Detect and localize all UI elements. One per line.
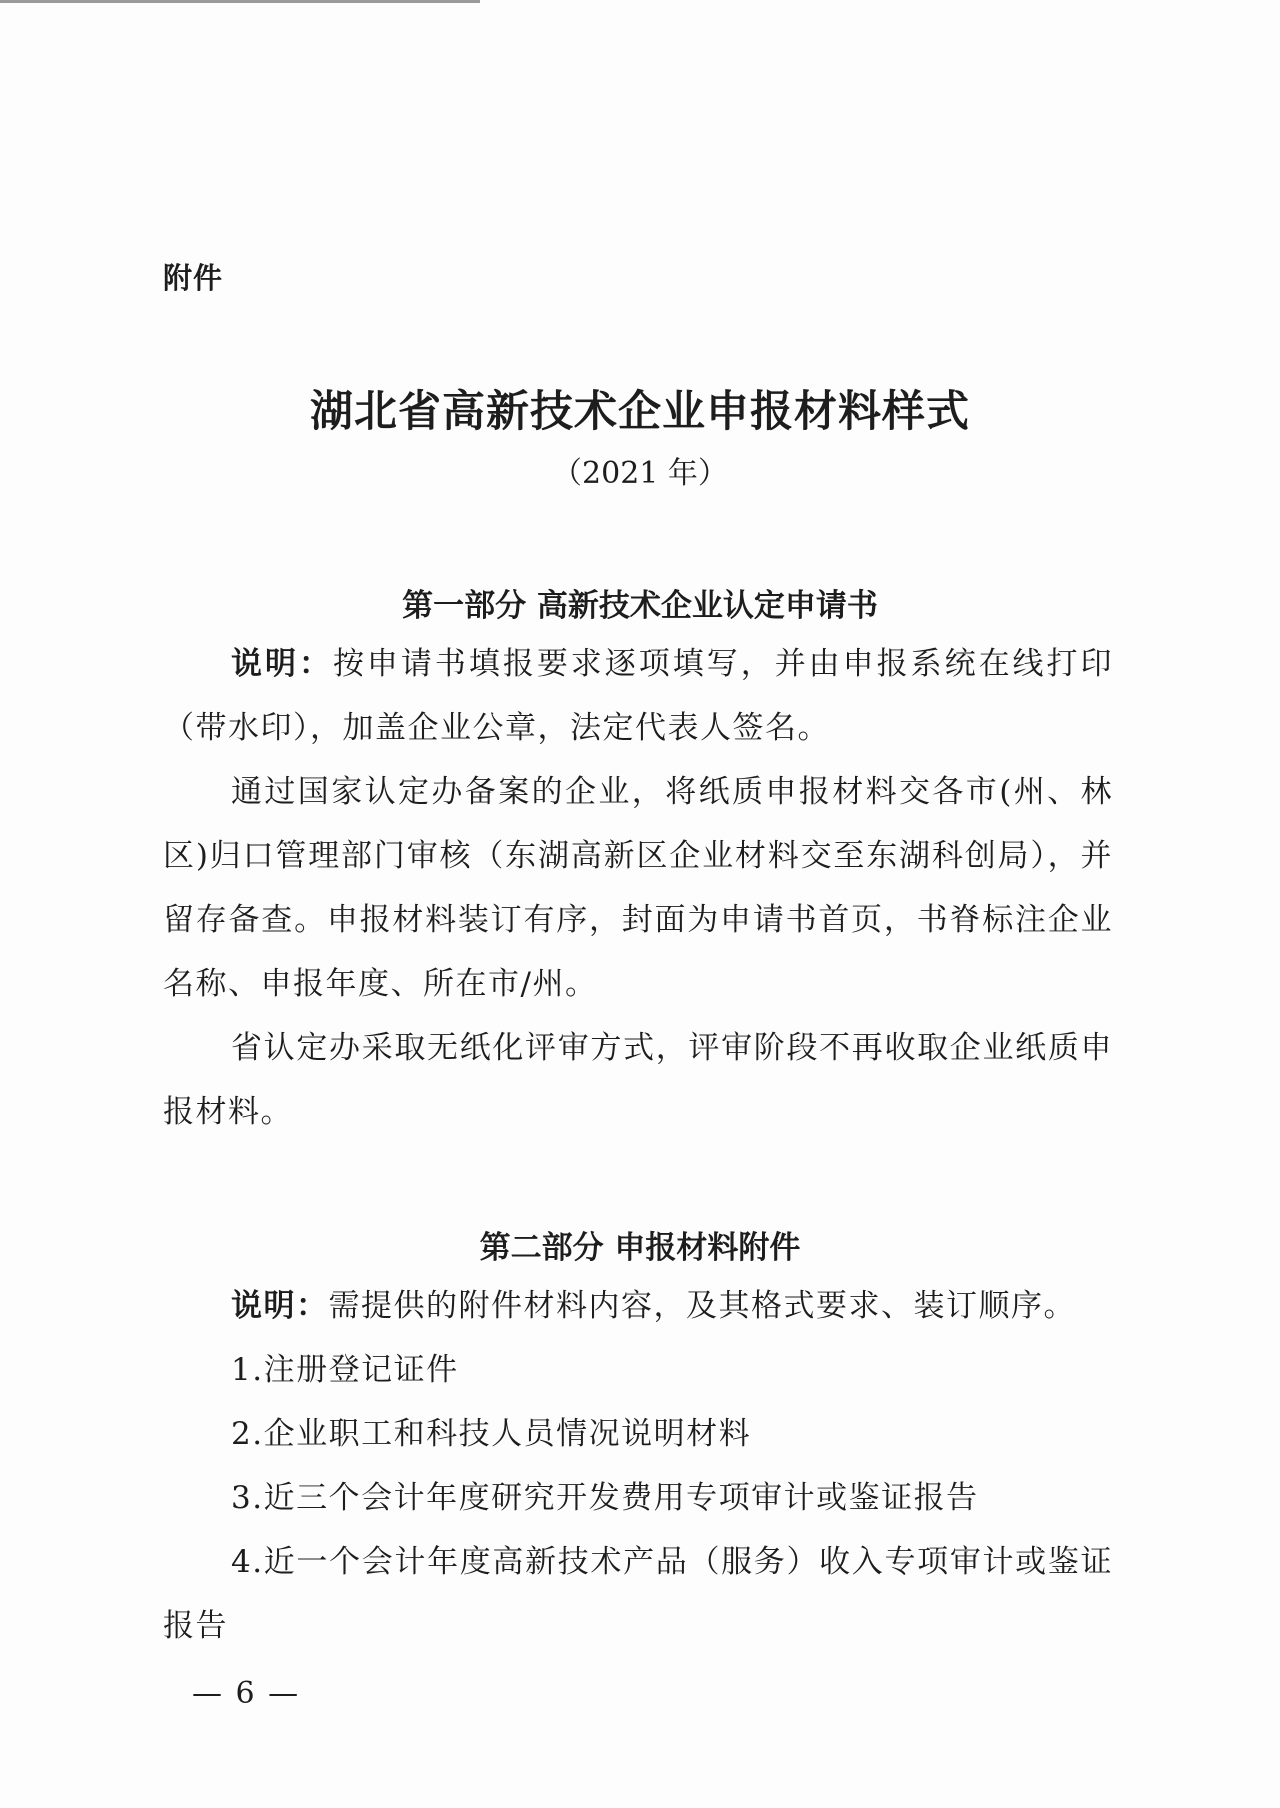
- list-item: 2.企业职工和科技人员情况说明材料: [231, 1416, 752, 1452]
- list-item: 4.近一个会计年度高新技术产品（服务）收入专项审计或鉴证报告: [163, 1544, 1113, 1644]
- page-number: — 6 —: [192, 1676, 301, 1711]
- part1-note-text: 按申请书填报要求逐项填写，并由申报系统在线打印（带水印），加盖企业公章，法定代表人签名。: [163, 646, 1114, 746]
- list-item: 3.近三个会计年度研究开发费用专项审计或鉴证报告: [231, 1480, 979, 1516]
- part1-note-paragraph: [163, 632, 1113, 760]
- part2-note-paragraph: [163, 1274, 1113, 1338]
- attachment-label: 附件: [163, 261, 224, 295]
- part1-paragraph-3: 省认定办采取无纸化评审方式，评审阶段不再收取企业纸质申报材料。: [163, 1030, 1113, 1130]
- page-title: 湖北省高新技术企业申报材料样式: [310, 387, 970, 437]
- part2-heading: 第二部分 申报材料附件: [479, 1230, 801, 1266]
- part1-note-lead: 说明：: [231, 646, 333, 682]
- part1-paragraph-2: 通过国家认定办备案的企业，将纸质申报材料交各市(州、林区)归口管理部门审核（东湖高新区企业材料交至东湖科创局），并留存备查。申报材料装订有序，封面为申请书首页，书脊标注企业名称、申报年度、所在市/州。: [163, 774, 1113, 1002]
- part2-note-text: 需提供的附件材料内容，及其格式要求、装订顺序。: [328, 1288, 1076, 1324]
- part1-heading: 第一部分 高新技术企业认定申请书: [402, 588, 878, 624]
- part2-note-lead: 说明：: [231, 1288, 329, 1324]
- year-subtitle: （2021 年）: [552, 456, 728, 491]
- list-item: 1.注册登记证件: [231, 1352, 459, 1388]
- scan-top-edge: [0, 0, 480, 3]
